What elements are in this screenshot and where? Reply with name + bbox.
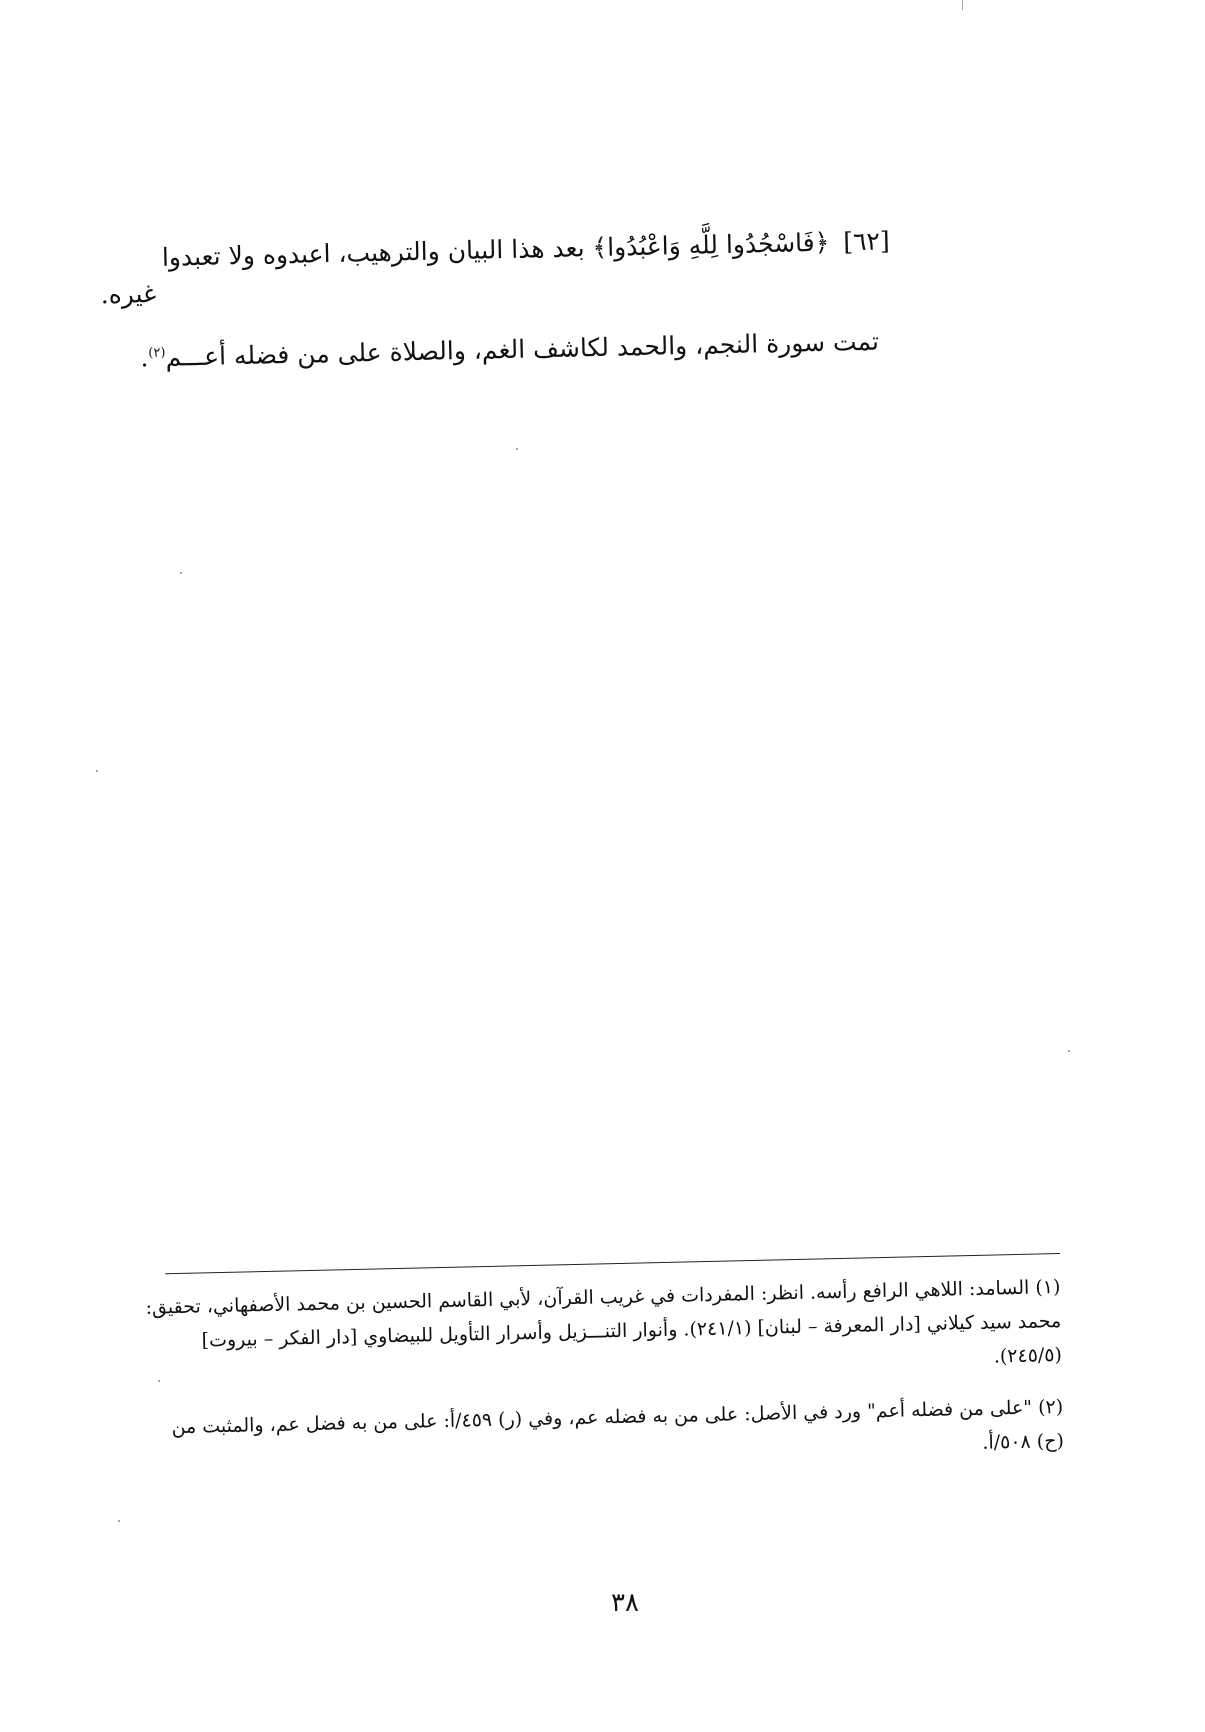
scan-speck	[180, 572, 182, 574]
footnote-1-line-1: (١) السامد: اللاهي الرافع رأسه. انظر: المفردات في غريب القرآن، لأبي القاسم الحسين بن محمد الأصفهاني، تحقيق:	[145, 1275, 1061, 1319]
closing-text: تمت سورة النجم، والحمد لكاشف الغم، والصلاة على من فضله أعـــم	[165, 326, 880, 372]
body-line-2: تمت سورة النجم، والحمد لكاشف الغم، والصلاة على من فضله أعـــم$^{(٢)}$.	[140, 326, 880, 373]
footnote-2-line-2: (ح) ٥٠٨/أ.	[982, 1429, 1065, 1454]
footnote-ref-2: (٢)	[148, 345, 166, 361]
scan-speck	[516, 448, 518, 450]
scan-speck	[96, 770, 98, 772]
footnotes	[130, 1270, 1064, 1479]
commentary-text: بعد هذا البيان والترهيب، اعبدوه ولا تعبدوا	[161, 233, 585, 272]
page-number: ٣٨	[611, 1588, 639, 1618]
scan-speck	[1068, 1050, 1070, 1052]
footnote-1-line-2: محمد سيد كيلاني [دار المعرفة – لبنان] (٢٤١/١). وأنوار التنـــزيل وأسرار التأويل للبيضاوي [دار الفكر – بيروت]	[201, 1309, 1062, 1352]
footnote-2-line-1: (٢) "على من فضله أعم" ورد في الأصل: على من به فضله عم، وفي (ر) ٤٥٩/أ: على من به فضل عم، والمثبت من	[171, 1395, 1064, 1439]
body-line-1	[149, 223, 890, 276]
footnote-1-line-3: (٢٤٥/٥).	[993, 1343, 1063, 1368]
verse-number: [٦٢]	[842, 226, 890, 257]
scan-speck	[118, 1520, 120, 1522]
quran-verse: ﴿فَاسْجُدُوا لِلَّهِ وَاعْبُدُوا﴾	[592, 227, 830, 263]
body-line-1-continuation: غيره.	[100, 278, 157, 310]
scan-speck	[158, 1380, 160, 1382]
